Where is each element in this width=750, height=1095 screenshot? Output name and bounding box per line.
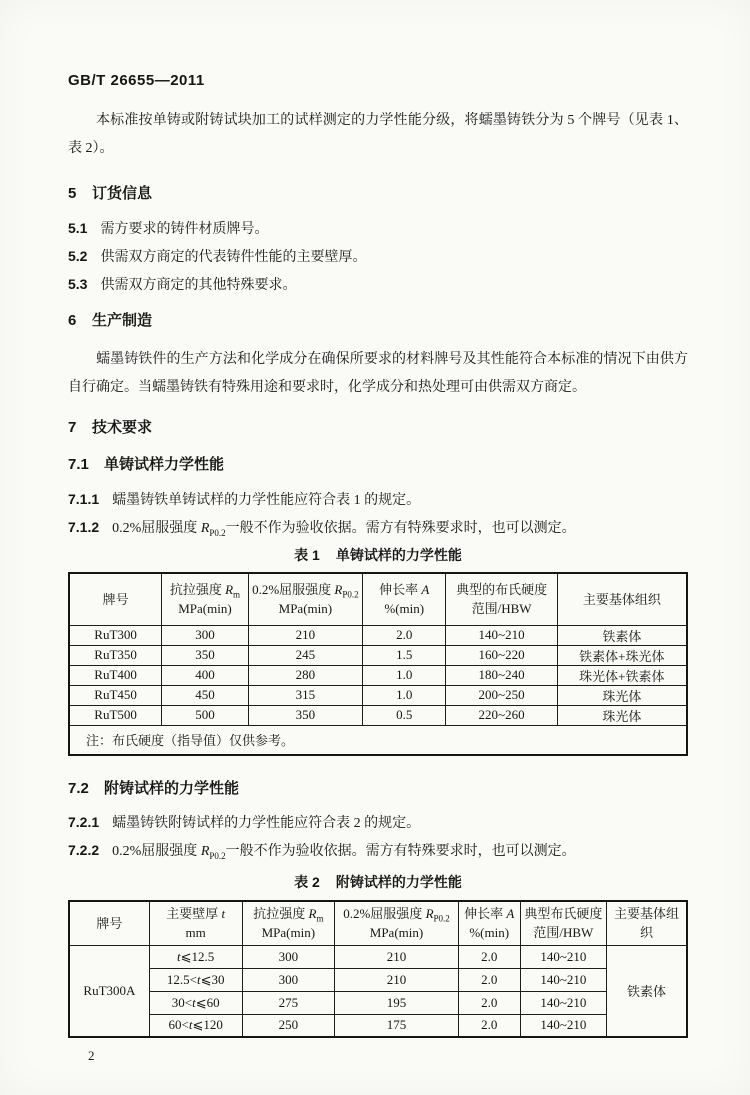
table-cell: 1.0 bbox=[363, 685, 446, 705]
table-row bbox=[69, 705, 687, 725]
table-cell: 195 bbox=[335, 991, 459, 1014]
table-2-cast-on-properties bbox=[68, 900, 688, 1038]
table-cell: 30<t⩽60 bbox=[149, 991, 242, 1014]
section-number: 5 bbox=[68, 185, 77, 202]
clause-7-2-2 bbox=[68, 837, 688, 865]
clause-7-1-2 bbox=[68, 514, 688, 542]
section-number: 6 bbox=[68, 312, 77, 329]
column-header: 0.2%屈服强度 $R_{P0.2}$ MPa(min) bbox=[335, 901, 459, 945]
table-cell: 1.0 bbox=[363, 665, 446, 685]
table-cell: 250 bbox=[242, 1014, 335, 1037]
table-cell: 210 bbox=[335, 968, 459, 991]
column-header: 牌号 bbox=[69, 901, 149, 945]
table-cell: 0.5 bbox=[363, 705, 446, 725]
section-number: 7.1 bbox=[68, 456, 89, 473]
table-cell: 2.0 bbox=[363, 625, 446, 645]
table-row bbox=[69, 991, 687, 1014]
section-title: 单铸试样力学性能 bbox=[104, 456, 225, 473]
column-header: 0.2%屈服强度 $R_{P0.2}$ MPa(min) bbox=[248, 573, 362, 625]
column-header: 主要基体组织 bbox=[557, 573, 687, 625]
table-cell: 140~210 bbox=[520, 991, 607, 1014]
column-header: 主要壁厚 t mm bbox=[149, 901, 242, 945]
table-cell: 140~210 bbox=[446, 625, 557, 645]
table-2-caption bbox=[68, 871, 688, 893]
table-cell: 300 bbox=[242, 968, 335, 991]
column-header: 典型布氏硬度 范围/HBW bbox=[520, 901, 607, 945]
clause-number: 5.2 bbox=[68, 248, 88, 264]
clause-text: 供需双方商定的代表铸件性能的主要壁厚。 bbox=[100, 250, 367, 265]
clause-5-2 bbox=[68, 243, 688, 271]
table-note-row bbox=[69, 725, 687, 755]
table-cell: RuT300A bbox=[69, 945, 149, 1037]
table-row bbox=[69, 645, 687, 665]
section-7-2-heading bbox=[68, 779, 688, 799]
clause-number: 7.2.1 bbox=[68, 814, 100, 830]
table-cell: 铁素体+珠光体 bbox=[557, 645, 687, 665]
table-cell: 珠光体+铁素体 bbox=[557, 665, 687, 685]
table-1-single-cast-properties bbox=[68, 572, 688, 756]
table-cell: RuT300 bbox=[69, 625, 162, 645]
section-6-heading bbox=[68, 311, 688, 331]
table-cell: 140~210 bbox=[520, 1014, 607, 1037]
table-cell: 珠光体 bbox=[557, 705, 687, 725]
table-cell: RuT400 bbox=[69, 665, 162, 685]
table-cell: 275 bbox=[242, 991, 335, 1014]
column-header: 牌号 bbox=[69, 573, 162, 625]
section-title: 技术要求 bbox=[92, 419, 153, 436]
column-header: 典型的布氏硬度 范围/HBW bbox=[446, 573, 557, 625]
table-cell: 280 bbox=[248, 665, 362, 685]
clause-7-1-1 bbox=[68, 486, 688, 514]
section-title: 生产制造 bbox=[92, 312, 153, 329]
clause-text: 0.2%屈服强度 $R_{P0.2}$一般不作为验收依据。需方有特殊要求时，也可以测定。 bbox=[112, 521, 576, 538]
table-cell: 铁素体 bbox=[607, 945, 687, 1037]
table-cell: 350 bbox=[248, 705, 362, 725]
section-number: 7 bbox=[68, 419, 77, 436]
table-cell: 200~250 bbox=[446, 685, 557, 705]
table-cell: t⩽12.5 bbox=[149, 945, 242, 968]
clause-text: 供需双方商定的其他特殊要求。 bbox=[100, 278, 297, 293]
clause-number: 7.2.2 bbox=[68, 842, 100, 858]
column-header: 伸长率 A %(min) bbox=[363, 573, 446, 625]
table-title: 单铸试样的力学性能 bbox=[335, 547, 462, 563]
table-row bbox=[69, 665, 687, 685]
section-title: 订货信息 bbox=[92, 185, 153, 202]
table-cell: 140~210 bbox=[520, 945, 607, 968]
table-cell: 450 bbox=[162, 685, 249, 705]
table-cell: 2.0 bbox=[458, 1014, 520, 1037]
table-cell: 珠光体 bbox=[557, 685, 687, 705]
table-cell: 220~260 bbox=[446, 705, 557, 725]
table-cell: 350 bbox=[162, 645, 249, 665]
table-1-caption bbox=[68, 544, 688, 566]
clause-5-3 bbox=[68, 271, 688, 299]
table-row bbox=[69, 625, 687, 645]
table-cell: 1.5 bbox=[363, 645, 446, 665]
column-header: 主要基体组织 bbox=[607, 901, 687, 945]
header-row bbox=[69, 573, 687, 625]
table-label: 表 2 bbox=[294, 874, 320, 890]
section-7-heading bbox=[68, 418, 688, 438]
section-title: 附铸试样的力学性能 bbox=[104, 780, 240, 797]
section-number: 7.2 bbox=[68, 780, 89, 797]
table-cell: 160~220 bbox=[446, 645, 557, 665]
column-header: 抗拉强度 $R_m$ MPa(min) bbox=[242, 901, 335, 945]
clause-number: 7.1.2 bbox=[68, 519, 100, 535]
table-cell: 500 bbox=[162, 705, 249, 725]
table-cell: 2.0 bbox=[458, 968, 520, 991]
table-cell: RuT450 bbox=[69, 685, 162, 705]
table-label: 表 1 bbox=[294, 547, 320, 563]
column-header: 抗拉强度 $R_m$ MPa(min) bbox=[162, 573, 249, 625]
clause-text: 0.2%屈服强度 $R_{P0.2}$一般不作为验收依据。需方有特殊要求时，也可以测定。 bbox=[112, 844, 576, 861]
clause-number: 5.3 bbox=[68, 276, 88, 292]
table-cell: 210 bbox=[335, 945, 459, 968]
table-cell: RuT500 bbox=[69, 705, 162, 725]
table-cell: 140~210 bbox=[520, 968, 607, 991]
section-5-heading bbox=[68, 184, 688, 204]
table-cell: 315 bbox=[248, 685, 362, 705]
table-cell: 300 bbox=[162, 625, 249, 645]
clause-number: 7.1.1 bbox=[68, 491, 100, 507]
table-cell: 2.0 bbox=[458, 945, 520, 968]
table-cell: 2.0 bbox=[458, 991, 520, 1014]
table-row bbox=[69, 968, 687, 991]
table-cell: 12.5<t⩽30 bbox=[149, 968, 242, 991]
table-cell: RuT350 bbox=[69, 645, 162, 665]
section-7-1-heading bbox=[68, 455, 688, 475]
clause-text: 蠕墨铸铁附铸试样的力学性能应符合表 2 的规定。 bbox=[112, 816, 421, 831]
table-cell: 245 bbox=[248, 645, 362, 665]
table-cell: 60<t⩽120 bbox=[149, 1014, 242, 1037]
table-row bbox=[69, 1014, 687, 1037]
table-cell: 400 bbox=[162, 665, 249, 685]
clause-text: 需方要求的铸件材质牌号。 bbox=[100, 222, 269, 237]
table-cell: 铁素体 bbox=[557, 625, 687, 645]
clause-text: 蠕墨铸铁单铸试样的力学性能应符合表 1 的规定。 bbox=[112, 493, 421, 508]
intro-paragraph: 本标准按单铸或附铸试块加工的试样测定的力学性能分级，将蠕墨铸铁分为 5 个牌号（见表 1、表 2）。 bbox=[68, 113, 688, 156]
clause-number: 5.1 bbox=[68, 220, 88, 236]
table-cell: 180~240 bbox=[446, 665, 557, 685]
table-row bbox=[69, 685, 687, 705]
header-row bbox=[69, 901, 687, 945]
clause-7-2-1 bbox=[68, 809, 688, 837]
table-cell: 300 bbox=[242, 945, 335, 968]
section-6-paragraph: 蠕墨铸铁件的生产方法和化学成分在确保所要求的材料牌号及其性能符合本标准的情况下由供方自行确定。当蠕墨铸铁有特殊用途和要求时，化学成分和热处理可由供需双方商定。 bbox=[68, 352, 688, 395]
table-note: 注：布氏硬度（指导值）仅供参考。 bbox=[69, 725, 687, 755]
table-title: 附铸试样的力学性能 bbox=[335, 874, 462, 890]
table-cell: 175 bbox=[335, 1014, 459, 1037]
column-header: 伸长率 A %(min) bbox=[458, 901, 520, 945]
standard-code: GB/T 26655—2011 bbox=[68, 72, 205, 89]
page-number: 2 bbox=[88, 1048, 95, 1063]
table-cell: 210 bbox=[248, 625, 362, 645]
table-row bbox=[69, 945, 687, 968]
clause-5-1 bbox=[68, 215, 688, 243]
